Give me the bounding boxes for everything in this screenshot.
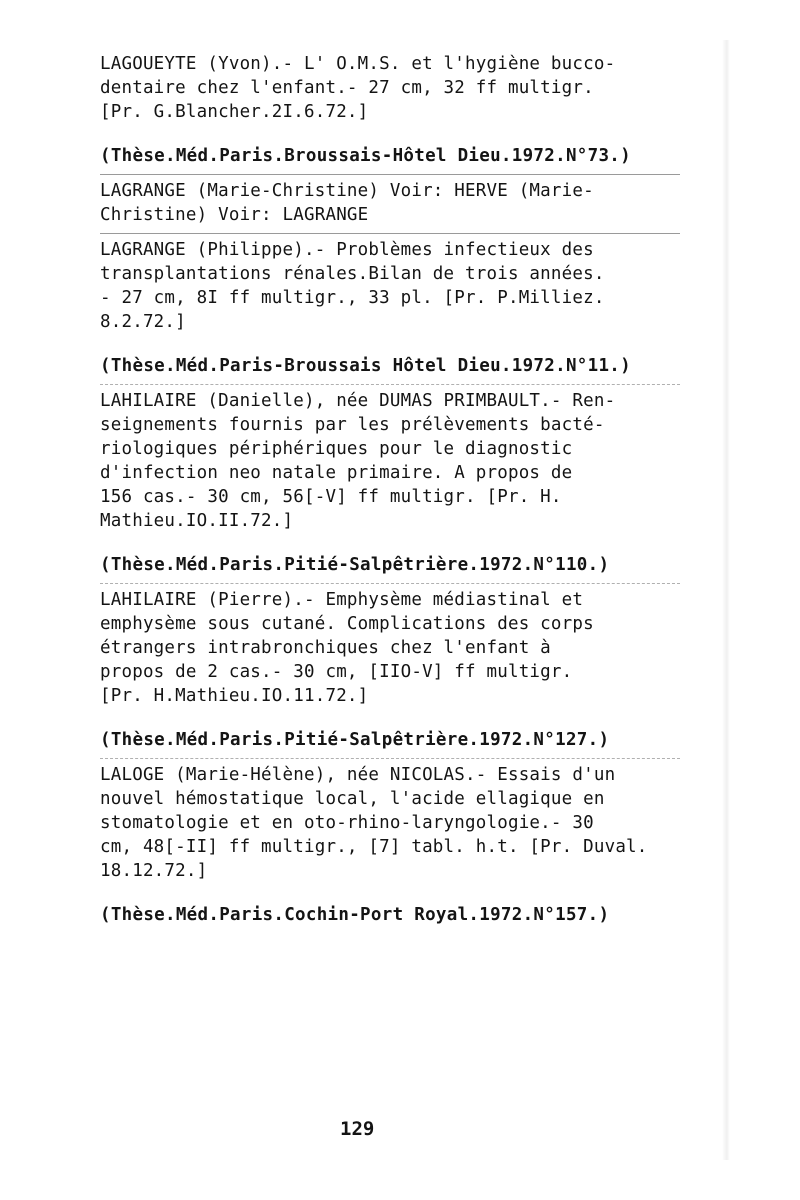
entry-line: dentaire chez l'enfant.- 27 cm, 32 ff multigr. (100, 78, 594, 98)
entry-source: (Thèse.Méd.Paris-Broussais Hôtel Dieu.1972.N°11.) (100, 356, 631, 376)
entry-line: LAGOUEYTE (Yvon).- L' O.M.S. et l'hygiène bucco- (100, 54, 616, 74)
bibliography-entry (100, 52, 700, 168)
entry-line: - 27 cm, 8I ff multigr., 33 pl. [Pr. P.Milliez. (100, 288, 605, 308)
bibliography-entry (100, 389, 700, 577)
entry-line: [Pr. G.Blancher.2I.6.72.] (100, 102, 369, 122)
entry-divider (100, 758, 680, 759)
entry-divider (100, 583, 680, 584)
entry-line: d'infection neo natale primaire. A propos de (100, 463, 573, 483)
entry-source: (Thèse.Méd.Paris.Cochin-Port Royal.1972.N°157.) (100, 905, 610, 925)
entry-line: 156 cas.- 30 cm, 56[-V] ff multigr. [Pr. H. (100, 487, 562, 507)
bibliography-entry (100, 238, 700, 378)
entry-line: étrangers intrabronchiques chez l'enfant à (100, 638, 551, 658)
entry-line: cm, 48[-II] ff multigr., [7] tabl. h.t. [Pr. Duval. (100, 837, 648, 857)
entry-line: 18.12.72.] (100, 861, 208, 881)
entry-divider (100, 174, 680, 175)
entry-line: [Pr. H.Mathieu.IO.11.72.] (100, 686, 369, 706)
entry-line: emphysème sous cutané. Complications des corps (100, 614, 594, 634)
page-number: 129 (340, 1118, 375, 1140)
entry-line: Mathieu.IO.II.72.] (100, 511, 294, 531)
bibliography-entry (100, 179, 700, 227)
entry-line: seignements fournis par les prélèvements bacté- (100, 415, 605, 435)
bibliography-entry (100, 588, 700, 752)
entry-line: propos de 2 cas.- 30 cm, [IIO-V] ff multigr. (100, 662, 573, 682)
entry-divider (100, 384, 680, 385)
entry-line: stomatologie et en oto-rhino-laryngologie.- 30 (100, 813, 594, 833)
entry-line: riologiques périphériques pour le diagnostic (100, 439, 573, 459)
bibliography-entry (100, 763, 700, 927)
scan-shadow (722, 40, 730, 1160)
entry-line: LAGRANGE (Marie-Christine) Voir: HERVE (Marie- (100, 181, 594, 201)
entry-line: LAHILAIRE (Danielle), née DUMAS PRIMBAULT.- Ren- (100, 391, 616, 411)
entry-line: nouvel hémostatique local, l'acide ellagique en (100, 789, 605, 809)
entry-source: (Thèse.Méd.Paris.Broussais-Hôtel Dieu.1972.N°73.) (100, 146, 631, 166)
entry-line: LAHILAIRE (Pierre).- Emphysème médiastinal et (100, 590, 584, 610)
entry-line: 8.2.72.] (100, 312, 186, 332)
entry-line: transplantations rénales.Bilan de trois années. (100, 264, 605, 284)
bibliography-entries (100, 52, 700, 927)
entry-source: (Thèse.Méd.Paris.Pitié-Salpêtrière.1972.N°110.) (100, 555, 610, 575)
entry-line: Christine) Voir: LAGRANGE (100, 205, 369, 225)
entry-line: LALOGE (Marie-Hélène), née NICOLAS.- Essais d'un (100, 765, 616, 785)
entry-source: (Thèse.Méd.Paris.Pitié-Salpêtrière.1972.N°127.) (100, 730, 610, 750)
entry-divider (100, 233, 680, 234)
entry-line: LAGRANGE (Philippe).- Problèmes infectieux des (100, 240, 594, 260)
